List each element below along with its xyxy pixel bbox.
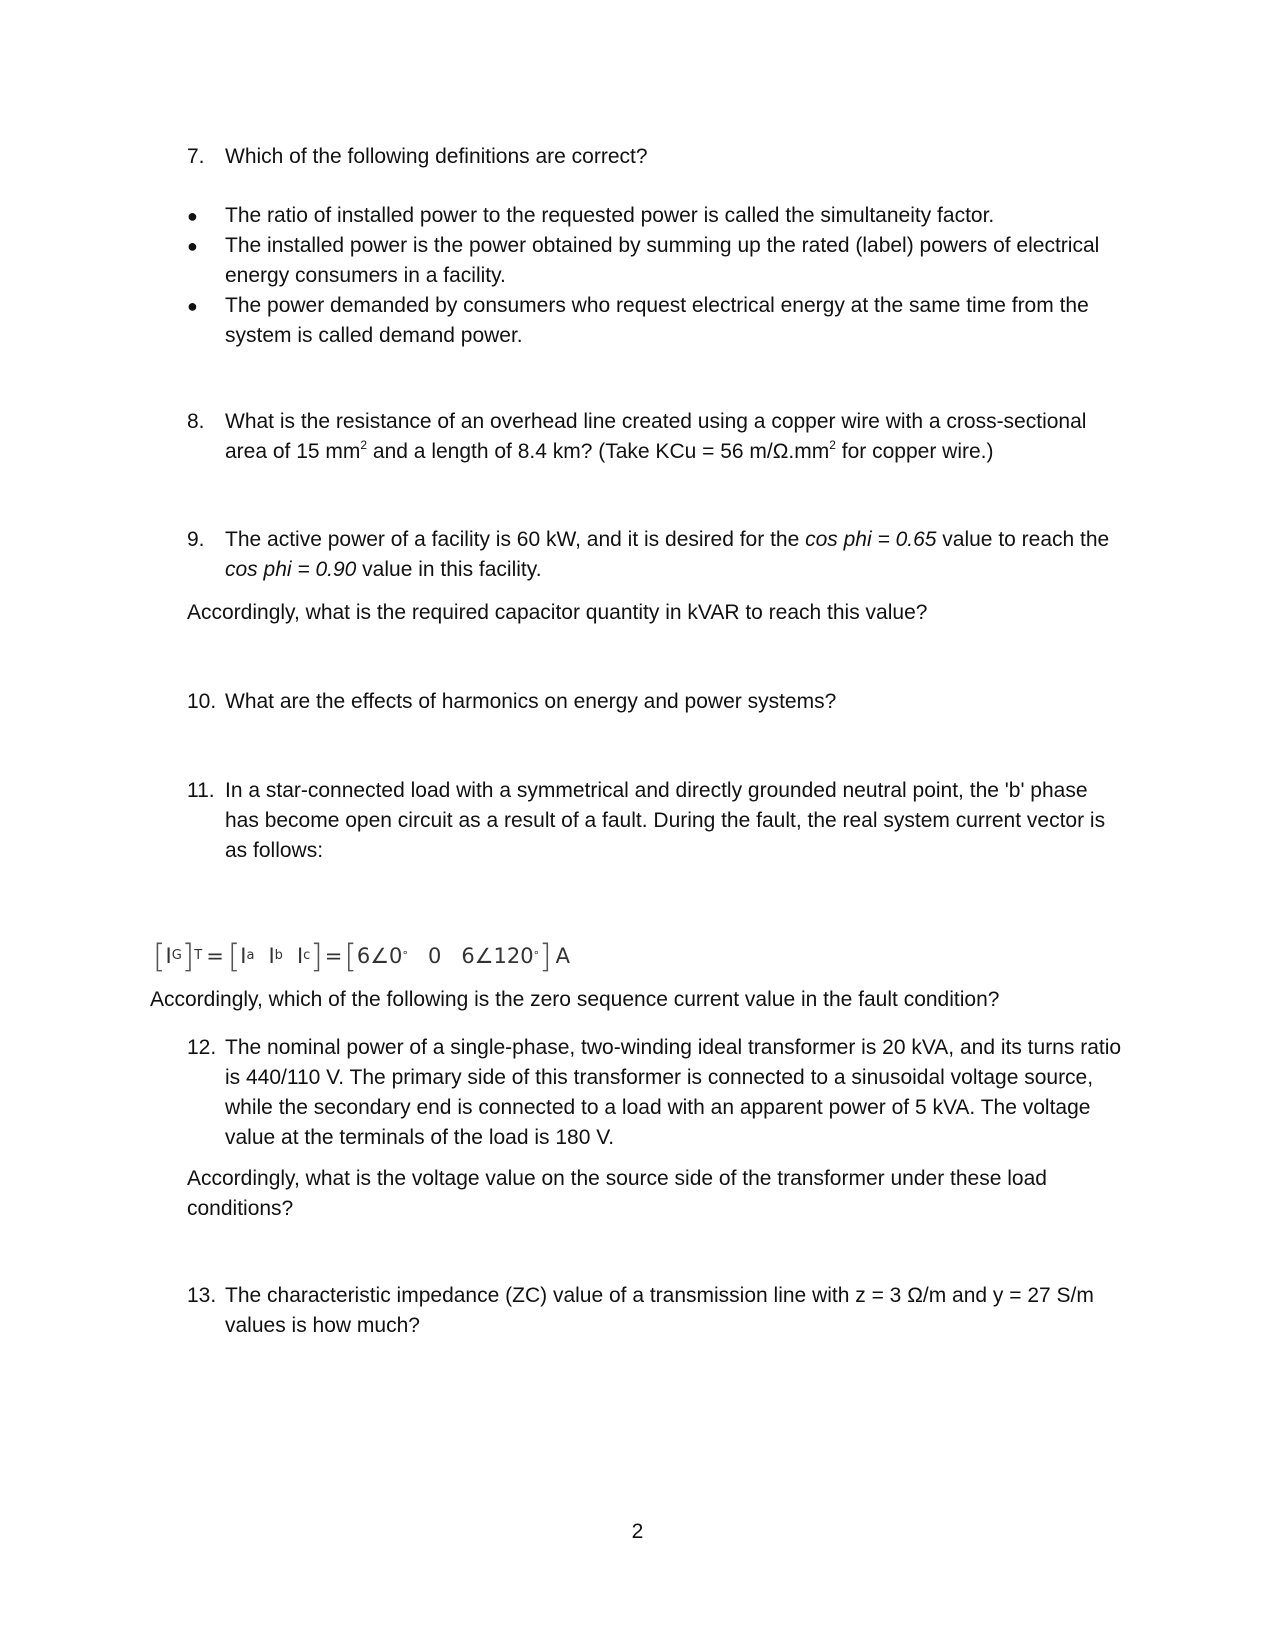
question-number: 13. xyxy=(187,1284,217,1307)
question-text: In a star-connected load with a symmetrical and directly grounded neutral point, the 'b' phase has become open circuit as a result of a fault. During the fault, the real system current vector is as follows: xyxy=(225,779,1106,862)
question-10 xyxy=(187,687,1127,717)
bullet-icon: ● xyxy=(187,206,198,226)
question-text: The characteristic impedance (ZC) value of a transmission line with z = 3 Ω/m and y = 27 S/m values is how much? xyxy=(225,1284,1094,1337)
question-7 xyxy=(187,142,1127,172)
question-11 xyxy=(187,776,1127,866)
bullet-icon: ● xyxy=(187,296,198,316)
question-text: Which of the following definitions are correct? xyxy=(225,145,648,168)
question-9-follow-up: Accordingly, what is the required capacitor quantity in kVAR to reach this value? xyxy=(187,601,928,624)
list-item xyxy=(187,291,1127,351)
question-number: 12. xyxy=(187,1036,217,1059)
question-number: 8. xyxy=(187,410,205,433)
question-text: What are the effects of harmonics on energy and power systems? xyxy=(225,690,837,713)
question-number: 9. xyxy=(187,528,205,551)
question-9 xyxy=(187,525,1127,585)
question-number: 11. xyxy=(187,779,215,802)
question-12 xyxy=(187,1033,1127,1153)
definition-list xyxy=(187,201,1127,351)
page-number: 2 xyxy=(631,1520,644,1543)
list-item-text: The power demanded by consumers who request electrical energy at the same time from the system is called demand power. xyxy=(225,294,1089,347)
question-13 xyxy=(187,1281,1127,1341)
question-text: What is the resistance of an overhead line created using a copper wire with a cross-sectional area of 15 $mm^2$ and a length of 8.4 km? (Take KCu = 56 $m/\Omega.mm^2$ for copper wire.) xyxy=(225,410,1087,463)
question-text: The nominal power of a single-phase, two-winding ideal transformer is 20 kVA, and its turns ratio is 440/110 V. The primary side of this transformer is connected to a sinusoidal voltage source, while the secondary end is connected to a load with an apparent power of 5 kVA. The voltage value at the terminals of the load is 180 V. xyxy=(225,1036,1122,1149)
list-item-text: The ratio of installed power to the requested power is called the simultaneity factor. xyxy=(225,204,995,227)
question-number: 7. xyxy=(187,145,205,168)
list-item xyxy=(187,231,1127,291)
question-11-follow-up: Accordingly, which of the following is the zero sequence current value in the fault condition? xyxy=(150,988,1000,1011)
question-number: 10. xyxy=(187,690,217,713)
question-8 xyxy=(187,407,1127,467)
bullet-icon: ● xyxy=(187,236,198,256)
question-12-follow-up: Accordingly, what is the voltage value on the source side of the transformer under these load conditions? xyxy=(187,1167,1047,1220)
list-item-text: The installed power is the power obtained by summing up the rated (label) powers of electrical energy consumers in a facility. xyxy=(225,234,1100,287)
current-vector-equation: [ I G ] T = [ I a I b I c ] = [ 6∠0 ° 0 6∠120 ° ] A xyxy=(153,937,570,975)
list-item xyxy=(187,201,1127,231)
question-text: The active power of a facility is 60 kW, and it is desired for the cos phi = 0.65 value to reach the cos phi = 0.90 value in this facility. xyxy=(225,528,1110,581)
